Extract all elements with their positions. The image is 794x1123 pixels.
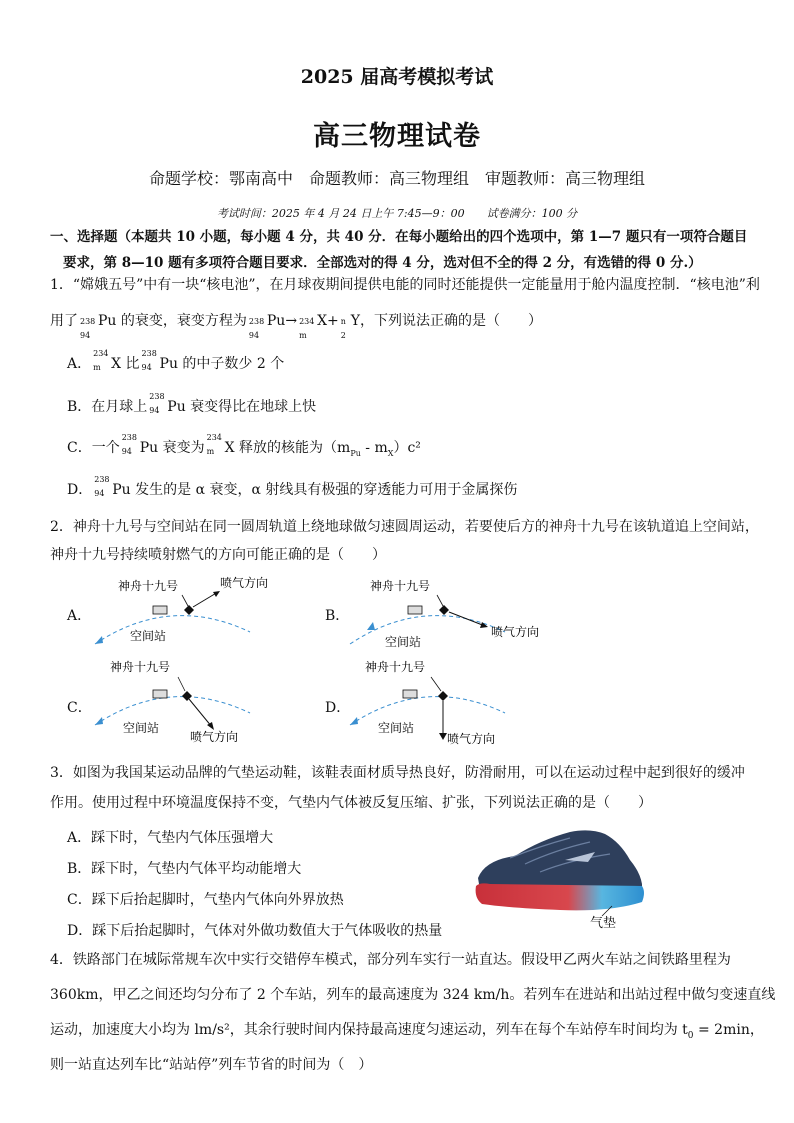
leader-line [182, 595, 188, 606]
q2-option-c-label[interactable]: C． [67, 700, 92, 716]
pu-nuclide: 238 94 [149, 392, 165, 415]
q2-diagram-b [345, 574, 545, 654]
q2-diagram-c [90, 655, 260, 747]
q2-line-1: 2．神舟十九号与空间站在同一圆周轨道上绕地球做匀速圆周运动，若要使后方的神舟十九号在该轨道追上空间站， [50, 519, 759, 535]
orbit-path [95, 616, 250, 644]
label-shenzhou: 神舟十九号 [365, 660, 426, 674]
label-station: 空间站 [385, 635, 422, 649]
jet-arrow [189, 699, 212, 727]
jet-arrow [449, 612, 485, 626]
spacecraft-icon [439, 605, 449, 615]
q1-text: Pu→ [266, 313, 298, 329]
spacecraft-icon [182, 691, 192, 701]
pu-nuclide: 238 94 [248, 317, 265, 340]
q4-line-3: 运动，加速度大小均为 lm/s²，其余行驶时间内保持最高速度匀速运动，列车在每个车站停车时间均为 $t_0 = 2\min$， [50, 1022, 764, 1041]
pu-nuclide: 238 94 [141, 349, 157, 372]
label-station: 空间站 [123, 721, 160, 735]
x-nuclide: 234 m [299, 317, 315, 340]
label-shenzhou: 神舟十九号 [110, 660, 171, 674]
q3-option-a[interactable]: A．踩下时，气垫内气体压强增大 [67, 830, 274, 846]
label-cushion: 气垫 [590, 916, 617, 931]
orbit-arrow-icon [95, 636, 103, 644]
q3-line-1: 3．如图为我国某运动品牌的气垫运动鞋，该鞋表面材质导热良好，防滑耐用，可以在运动过程中起到很好的缓冲 [50, 765, 745, 781]
label-station: 空间站 [130, 629, 167, 643]
q4-line-1: 4．铁路部门在城际常规车次中实行交错停车模式，部分列车实行一站直达。假设甲乙两火车站之间铁路里程为 [50, 952, 731, 968]
exam-subtitle: 高三物理试卷 [313, 121, 481, 152]
exam-title: 2025 届高考模拟考试 [300, 66, 494, 88]
shoe-sole-cushion [476, 883, 644, 910]
orbit-path [350, 697, 505, 725]
q3-option-c[interactable]: C．踩下后抬起脚时，气垫内气体向外界放热 [67, 892, 344, 908]
label-station: 空间站 [378, 721, 415, 735]
label-jet: 喷气方向 [190, 730, 239, 744]
q2-option-a-label[interactable]: A． [67, 608, 92, 624]
jet-arrow [193, 592, 218, 607]
orbit-arrow-icon [367, 622, 375, 630]
q3-option-d[interactable]: D．踩下后抬起脚时，气体对外做功数值大于气体吸收的热量 [67, 923, 443, 939]
q1-text: Y，下列说法正确的是（ ） [350, 313, 543, 329]
label-jet: 喷气方向 [491, 625, 540, 639]
q1-text: Pu 的衰变，衰变方程为 [98, 313, 247, 329]
station-icon [153, 606, 167, 614]
pu-nuclide: 238 94 [121, 433, 137, 456]
label-jet: 喷气方向 [220, 576, 269, 590]
x-nuclide: 234 m [93, 349, 109, 372]
q1-text: X+ [317, 313, 339, 329]
label-shenzhou: 神舟十九号 [370, 579, 431, 593]
station-icon [408, 606, 422, 614]
label-jet: 喷气方向 [447, 732, 496, 746]
y-nuclide: n 2 [340, 317, 346, 340]
station-icon [403, 690, 417, 698]
q1-option-c[interactable]: C．一个 238 94 Pu 衰变为 234 m X 释放的核能为$(m_{Pu} - m_X)c^2$ [67, 433, 421, 458]
q1-option-b[interactable]: B．在月球上 238 94 Pu 衰变得比在地球上快 [67, 392, 317, 415]
q1-text: 用了 [50, 313, 78, 329]
spacecraft-icon [184, 605, 194, 615]
q2-option-b-label[interactable]: B． [325, 608, 350, 624]
exam-info: 命题学校：鄂南高中 命题教师：高三物理组 审题教师：高三物理组 [148, 169, 645, 188]
section-line-1: 一、选择题（本题共 10 小题，每小题 4 分，共 40 分．在每小题给出的四个选项中，第 1—7 题只有一项符合题目 [50, 229, 748, 245]
q2-line-2: 神舟十九号持续喷射燃气的方向可能正确的是（ ） [50, 547, 386, 563]
pu-nuclide: 238 94 [80, 317, 96, 340]
section-instructions [50, 224, 760, 276]
orbit-arrow-icon [95, 717, 103, 725]
q3-line-2: 作用。使用过程中环境温度保持不变，气垫内气体被反复压缩、扩张，下列说法正确的是（ ） [50, 795, 652, 811]
q1-line-2 [50, 306, 543, 340]
label-shenzhou: 神舟十九号 [118, 579, 179, 593]
station-icon [153, 690, 167, 698]
leader-line [178, 677, 185, 691]
q1-option-a[interactable]: A． 234 m X 比 238 94 Pu 的中子数少 2 个 [67, 349, 285, 372]
q2-diagram-a [90, 574, 269, 654]
leader-line [437, 595, 443, 606]
x-nuclide: 234 m [206, 433, 222, 456]
q2-diagram-d [345, 655, 545, 747]
orbit-arrow-icon [350, 717, 358, 725]
spacecraft-icon [438, 691, 448, 701]
q4-line-4: 则一站直达列车比“站站停”列车节省的时间为（ ） [50, 1057, 373, 1073]
q1-line-1: 1．“嫦娥五号”中有一块“核电池”，在月球夜期间提供电能的同时还能提供一定能量用于舱内温度控制．“核电池”利 [50, 277, 760, 293]
orbit-path [95, 697, 250, 725]
air-cushion-shoe-image [470, 820, 650, 930]
leader-line [431, 677, 441, 691]
arrowhead-icon [439, 733, 447, 740]
q4-line-2: 360km，甲乙之间还均匀分布了 2 个车站，列车的最高速度为 324 km/h。若列车在进站和出站过程中做匀变速直线 [50, 987, 776, 1003]
section-line-2: 要求，第 8—10 题有多项符合题目要求．全部选对的得 4 分，选对但不全的得 2 分，有选错的得 0 分.） [63, 255, 702, 271]
pu-nuclide: 238 94 [94, 475, 110, 498]
q2-option-d-label[interactable]: D． [325, 700, 351, 716]
q3-option-b[interactable]: B．踩下时，气垫内气体平均动能增大 [67, 861, 302, 877]
arrowhead-icon [207, 722, 214, 730]
q1-option-d[interactable]: D． 238 94 Pu 发生的是 α 衰变，α 射线具有极强的穿透能力可用于金属探伤 [67, 475, 518, 498]
exam-time: 考试时间：2025 年 4 月 24 日上午 7:45—9：00 试卷满分：100 分 [216, 207, 578, 220]
